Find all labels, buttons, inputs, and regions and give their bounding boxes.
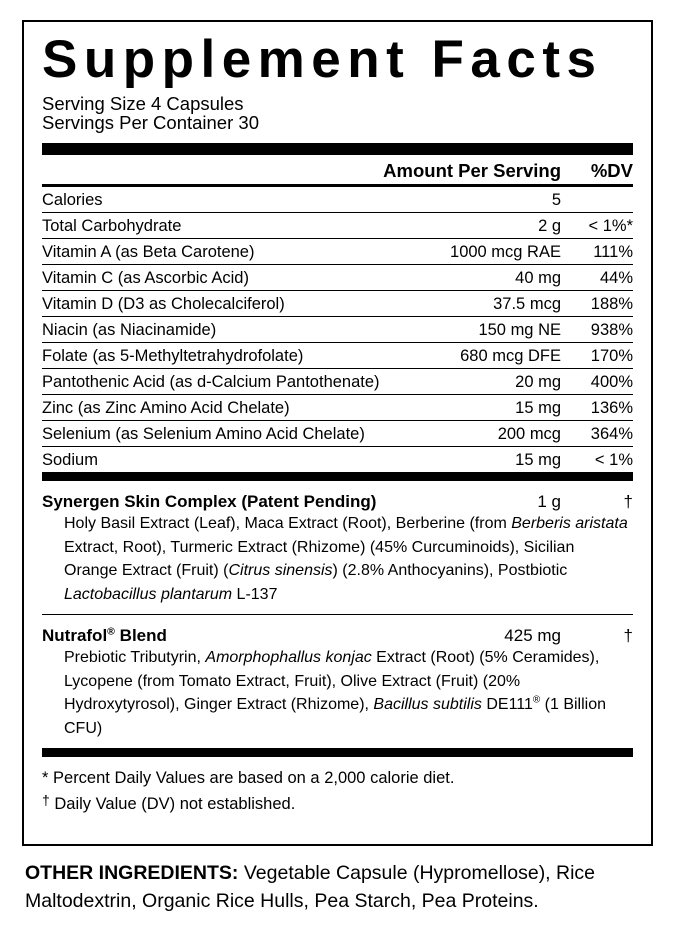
blend-section-synergen-skin-complex	[42, 481, 633, 614]
nutrient-dv: 44%	[599, 268, 633, 287]
text-segment: Extract (Root) (5% Ceramides), Lycopene (from Tomato Extract, Fruit), Olive Extract (Fruit) (20% Hydroxytyrosol), Ginger Extract (Rhizome),	[64, 649, 600, 713]
botanical-name: Amorphophallus konjac	[205, 649, 372, 666]
text-segment: Nutrafol	[42, 626, 108, 645]
blend-section-nutrafol-blend	[42, 614, 633, 748]
text-segment: L-137	[232, 585, 278, 603]
serving-info	[42, 94, 633, 132]
nutrient-dv: < 1%*	[588, 216, 633, 235]
nutrient-name: Niacin (as Niacinamide)	[42, 320, 217, 339]
divider-bar-bottom	[42, 748, 633, 757]
divider-bar-mid	[42, 472, 633, 481]
nutrient-name: Calories	[42, 190, 103, 209]
nutrient-dv: 170%	[590, 346, 633, 365]
blend-amount: 1 g	[537, 492, 561, 511]
botanical-name: Citrus sinensis	[228, 562, 333, 579]
nutrient-name: Selenium (as Selenium Amino Acid Chelate)	[42, 424, 365, 443]
panel-title: Supplement Facts	[42, 30, 603, 89]
blend-sections	[42, 481, 633, 748]
nutrient-amount: 2 g	[538, 216, 561, 235]
nutrient-table	[42, 187, 633, 472]
other-ingredients-label: OTHER INGREDIENTS:	[25, 862, 239, 884]
nutrient-name: Zinc (as Zinc Amino Acid Chelate)	[42, 398, 290, 417]
nutrient-amount: 1000 mcg RAE	[450, 242, 561, 261]
nutrient-row	[42, 265, 633, 291]
serving-size: Serving Size 4 Capsules	[42, 93, 244, 114]
nutrient-amount: 200 mcg	[497, 424, 561, 443]
text-segment: Extract, Root), Turmeric Extract (Rhizome) (45% Curcuminoids), Sicilian Orange Extract (Fruit) (	[64, 538, 575, 579]
column-header-dv: %DV	[590, 160, 633, 181]
blend-header-row	[42, 617, 633, 646]
nutrient-name: Sodium	[42, 450, 98, 469]
nutrient-row	[42, 343, 633, 369]
footnote	[42, 789, 633, 815]
text-segment: Blend	[114, 626, 167, 645]
footnote-text: Daily Value (DV) not established.	[49, 795, 296, 813]
blend-description	[64, 512, 631, 614]
nutrient-row	[42, 187, 633, 213]
nutrient-amount: 5	[551, 190, 561, 209]
blend-dv: †	[623, 626, 633, 645]
footnote-marker: *	[42, 769, 49, 787]
nutrient-amount: 15 mg	[515, 398, 561, 417]
blend-amount: 425 mg	[504, 626, 561, 645]
botanical-name: Bacillus subtilis	[373, 696, 482, 713]
nutrient-row	[42, 291, 633, 317]
nutrient-dv: 188%	[590, 294, 633, 313]
nutrient-row	[42, 421, 633, 447]
nutrient-dv: < 1%	[594, 450, 633, 469]
column-header-amount: Amount Per Serving	[383, 160, 561, 181]
nutrient-amount: 150 mg NE	[478, 320, 561, 339]
blend-dv: †	[623, 492, 633, 511]
nutrient-row	[42, 239, 633, 265]
botanical-name: Lactobacillus plantarum	[64, 585, 233, 603]
other-ingredients-text: Vegetable Capsule (Hypromellose), Rice Maltodextrin, Organic Rice Hulls, Pea Starch, Pea Proteins.	[25, 862, 596, 912]
text-segment: Synergen Skin Complex (Patent Pending)	[42, 492, 377, 511]
nutrient-name: Vitamin A (as Beta Carotene)	[42, 242, 255, 261]
table-header-row	[42, 155, 633, 187]
nutrient-dv: 400%	[590, 372, 633, 391]
nutrient-name: Pantothenic Acid (as d-Calcium Pantothenate)	[42, 372, 380, 391]
nutrient-amount: 40 mg	[515, 268, 561, 287]
supplement-facts-panel	[22, 20, 653, 846]
nutrient-amount: 680 mcg DFE	[460, 346, 561, 365]
blend-name	[42, 625, 504, 646]
nutrient-row	[42, 395, 633, 421]
nutrient-amount: 37.5 mcg	[493, 294, 561, 313]
nutrient-name: Folate (as 5-Methyltetrahydrofolate)	[42, 346, 304, 365]
nutrient-dv: 938%	[590, 320, 633, 339]
nutrient-amount: 15 mg	[515, 450, 561, 469]
registered-mark: ®	[107, 625, 115, 638]
footnote	[42, 767, 633, 789]
text-segment: (1 Billion CFU)	[64, 696, 607, 737]
text-segment: Holy Basil Extract (Leaf), Maca Extract (Root), Berberine (from	[64, 515, 512, 532]
footnote-text: Percent Daily Values are based on a 2,000 calorie diet.	[48, 769, 455, 787]
registered-mark: ®	[532, 694, 541, 706]
nutrient-name: Vitamin D (D3 as Cholecalciferol)	[42, 294, 285, 313]
nutrient-dv: 364%	[590, 424, 633, 443]
blend-name	[42, 491, 537, 512]
text-segment: Prebiotic Tributyrin,	[64, 649, 206, 666]
nutrient-name: Total Carbohydrate	[42, 216, 182, 235]
servings-per-container: Servings Per Container 30	[42, 112, 259, 133]
other-ingredients	[25, 860, 655, 915]
divider-bar-top	[42, 143, 633, 155]
text-segment: ) (2.8% Anthocyanins), Postbiotic	[332, 562, 568, 579]
footnotes	[42, 767, 633, 815]
nutrient-amount: 20 mg	[515, 372, 561, 391]
nutrient-row	[42, 369, 633, 395]
nutrient-row	[42, 317, 633, 343]
blend-description	[64, 646, 631, 748]
botanical-name: Berberis aristata	[511, 515, 628, 532]
nutrient-name: Vitamin C (as Ascorbic Acid)	[42, 268, 249, 287]
nutrient-row	[42, 213, 633, 239]
text-segment: DE111	[481, 696, 533, 713]
blend-header-row	[42, 483, 633, 512]
nutrient-row	[42, 447, 633, 472]
footnote-marker: †	[42, 792, 50, 808]
nutrient-dv: 136%	[590, 398, 633, 417]
nutrient-dv: 111%	[593, 242, 633, 261]
